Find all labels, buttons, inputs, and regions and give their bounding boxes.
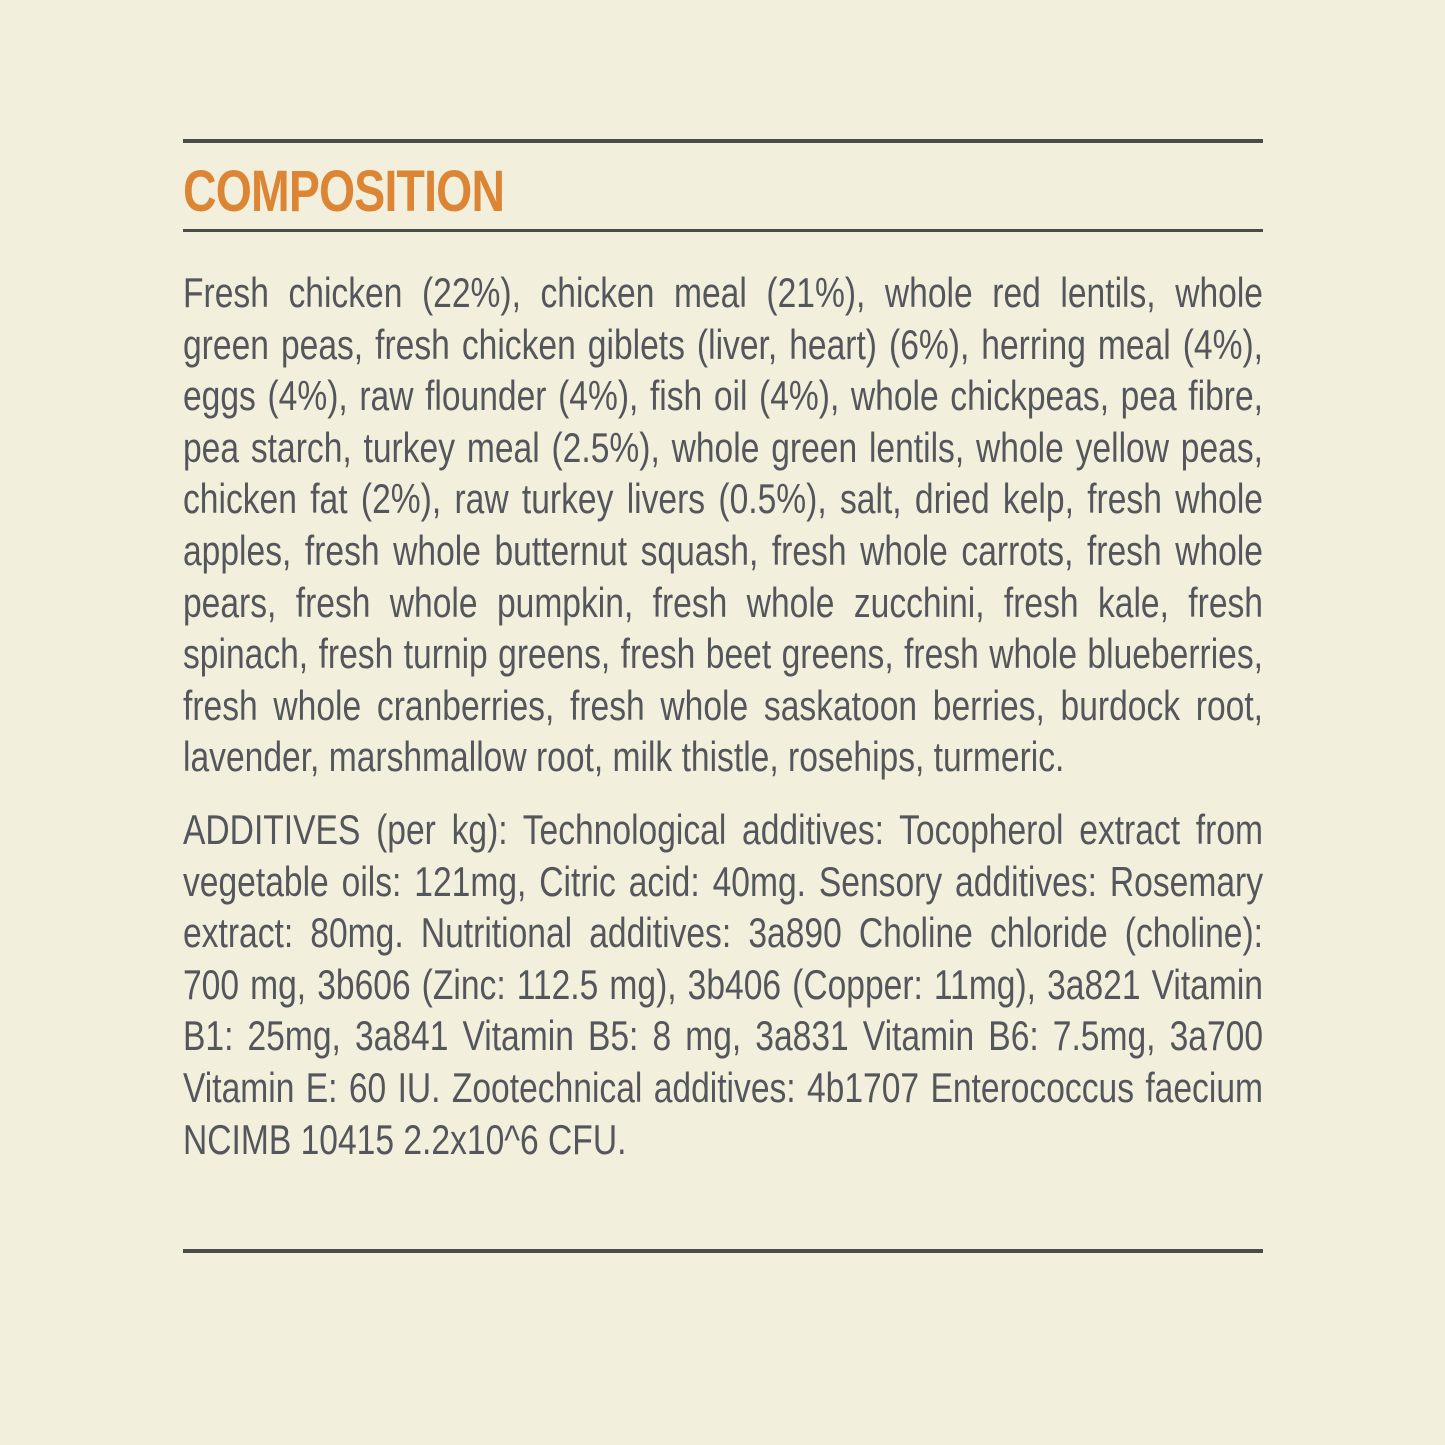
section-title: COMPOSITION — [183, 159, 505, 224]
additives-paragraph: ADDITIVES (per kg): Technological additives: Tocopherol extract from vegetable oils: 121mg, Citric acid: 40mg. Sensory additives: Rosemary extract: 80mg. Nutritional additives: 3a890 Choline chloride (choline): 700 mg, 3b606 (Zinc: 112.5 mg), 3b406 (Copper: 11mg), 3a821 Vitamin B1: 25mg, 3a841 Vitamin B5: 8 mg, 3a831 Vitamin B6: 7.5mg, 3a700 Vitamin E: 60 IU. Zootechnical additives: 4b1707 Enterococcus faecium NCIMB 10415 2.2x10^6 CFU. — [183, 805, 1263, 1163]
composition-paragraph: Fresh chicken (22%), chicken meal (21%), whole red lentils, whole green peas, fresh chicken giblets (liver, heart) (6%), herring meal (4%), eggs (4%), raw flounder (4%), fish oil (4%), whole chickpeas, pea fibre, pea starch, turkey meal (2.5%), whole green lentils, whole yellow peas, chicken fat (2%), raw turkey livers (0.5%), salt, dried kelp, fresh whole apples, fresh whole butternut squash, fresh whole carrots, fresh whole pears, fresh whole pumpkin, fresh whole zucchini, fresh kale, fresh spinach, fresh turnip greens, fresh beet greens, fresh whole blueberries, fresh whole cranberries, fresh whole saskatoon berries, burdock root, lavender, marshmallow root, milk thistle, rosehips, turmeric. — [183, 269, 1263, 781]
top-divider — [183, 139, 1263, 143]
title-underline-divider — [183, 229, 1263, 232]
bottom-divider — [183, 1249, 1263, 1253]
label-content-column — [183, 0, 1263, 1253]
